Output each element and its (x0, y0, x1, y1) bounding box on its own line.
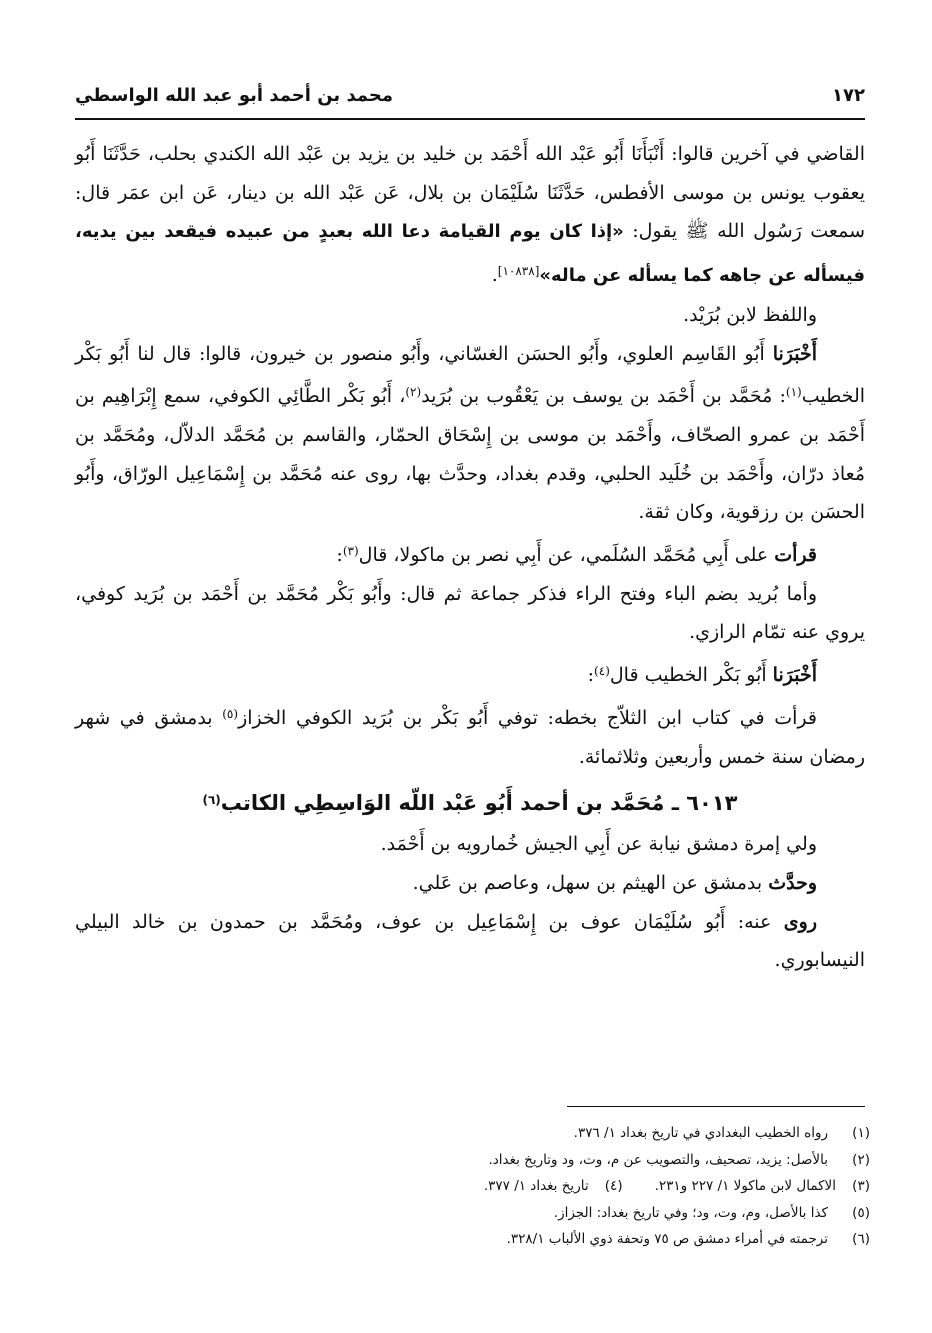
footnote: (١) رواه الخطيب البغدادي في تاريخ بغداد ١/ ٣٧٦. (573, 1125, 870, 1141)
running-title: محمد بن أحمد أبو عبد الله الواسطي (75, 84, 394, 106)
footnote-ref-6: (٦) (202, 793, 221, 808)
footnote: (٥) كذا بالأصل، وم، وت، ود؛ وفي تاريخ بغداد: الجزاز. (553, 1204, 870, 1221)
entry-heading: ٦٠١٣ ـ مُحَمَّد بن أحمد أَبُو عَبْد اللّه الوَاسِطِي الكاتب$^{(٦)}$ (202, 791, 738, 816)
paragraph-hadith: القاضي في آخرين قالوا: أَنْبَأَنَا أَبُو عَبْد الله أَحْمَد بن خليد بن يزيد بن عَبْد الله الكندي بحلب، حَدَّثَنَا أَبُو يعقوب يونس بن موسى الأفطس، حَدَّثَنَا سُلَيْمَان بن بلال، عَن عَبْد الله بن دينار، عَن ابن عمَر قال: سمعت رَسُول الله ﷺ يقول: «إذا كان يوم القيامة دعا الله بعبدٍ من عبيده فيقعد بين يديه، فيسأله عن جاهه كما يسأله عن ماله»[١٠٨٣٨]. (75, 143, 865, 287)
narration-lead: أَخْبَرَنا (772, 342, 818, 365)
footnote: (٦) ترجمته في أمراء دمشق ص ٧٥ وتحفة ذوي الألباب ٣٢٨/١. (506, 1231, 870, 1247)
footnote-ref-1: (١) (785, 385, 802, 400)
paragraph-wali: ولي إمرة دمشق نيابة عن أَبِي الجيش خُمارويه بن أَحْمَد. (380, 833, 817, 856)
footnotes (75, 1120, 870, 1253)
paragraph-akhbarana-1: أَخْبَرَنا أَبُو القَاسِم العلوي، وأَبُو الحسَن الغسّاني، وأَبُو منصور بن خيرون، قالوا: قال لنا أَبُو بَكْر الخطيب$^{(١)}$: مُحَمَّد بن أَحْمَد بن يوسف بن يَعْقُوب بن بُرَيد$^{(٢)}$، أَبُو بَكْر الطَّائِي الكوفي، سمع إِبْرَاهِيم بن أَحْمَد بن عمرو الصحّاف، وأَحْمَد بن موسى بن إِسْحَاق الحمّار، والقاسم بن مُحَمَّد الدلاّل، ومُحَمَّد بن مُعاذ درّان، وأَحْمَد بن خُلَيد الحلبي، وقدم بغداد، وحدَّث بها، روى عنه مُحَمَّد بن إِسْمَاعِيل الورّاق، وأَبُو الحسَن بن رزقوية، وكان ثقة. (75, 342, 866, 524)
paragraph-qaraat: قرأت على أَبِي مُحَمَّد السُلَمي، عن أَبِي نصر بن ماكولا، قال$^{(٣)}$: (336, 544, 817, 567)
footnote: (٢) بالأصل: يزيد، تصحيف، والتصويب عن م، وت، ود وتاريخ بغداد. (488, 1151, 870, 1168)
footnote-rule (567, 1106, 865, 1107)
header-rule (75, 118, 865, 120)
narration-lead: روى (783, 910, 817, 933)
main-text (75, 135, 865, 980)
paragraph-buraid: وأما بُريد بضم الباء وفتح الراء فذكر جماعة ثم قال: وأَبُو بَكْر مُحَمَّد بن أَحْمَد بن بُرَيد كوفي، يروي عنه تمّام الرازي. (75, 582, 865, 644)
paragraph-lafz: واللفظ لابن بُرَيْد. (683, 303, 817, 326)
paragraph-haddatha: وحدَّث بدمشق عن الهيثم بن سهل، وعاصم بن عَلي. (412, 871, 817, 894)
footnote-ref-2: (٢) (405, 385, 422, 400)
narration-lead: قرأت (774, 544, 817, 567)
page-header (75, 75, 865, 115)
footnote-ref-5: (٥) (222, 706, 239, 721)
footnote-ref-3: (٣) (342, 544, 359, 559)
hadith-number: [١٠٨٣٨] (497, 264, 540, 279)
narration-lead: أَخْبَرَنا (772, 664, 817, 687)
footnote-ref-4: (٤) (594, 664, 610, 679)
narration-lead: وحدَّث (768, 871, 817, 894)
paragraph-rawa: روى عنه: أَبُو سُلَيْمَان عوف بن إِسْمَاعِيل بن عوف، ومُحَمَّد بن حمدون بن خالد البيلي النيسابوري. (75, 910, 865, 972)
hadith-quote: «إذا كان يوم القيامة دعا الله بعبدٍ من عبيده فيقعد بين يديه، فيسأله عن جاهه كما يسأله عن ماله» (75, 221, 865, 287)
footnote: (٣) الاكمال لابن ماكولا ١/ ٢٢٧ و٢٣١. (٤) تاريخ بغداد ١/ ٣٧٧. (483, 1178, 870, 1194)
paragraph-akhbarana-2: أَخْبَرَنا أَبُو بَكْر الخطيب قال$^{(٤)}$: (587, 664, 817, 687)
page-number: ١٧٢ (832, 84, 865, 106)
paragraph-death: قرأت في كتاب ابن الثلاّج بخطه: توفي أَبُو بَكْر بن بُرَيد الكوفي الخزاز$^{(٥)}$ بدمشق في شهر رمضان سنة خمس وأربعين وثلاثمائة. (75, 706, 865, 768)
